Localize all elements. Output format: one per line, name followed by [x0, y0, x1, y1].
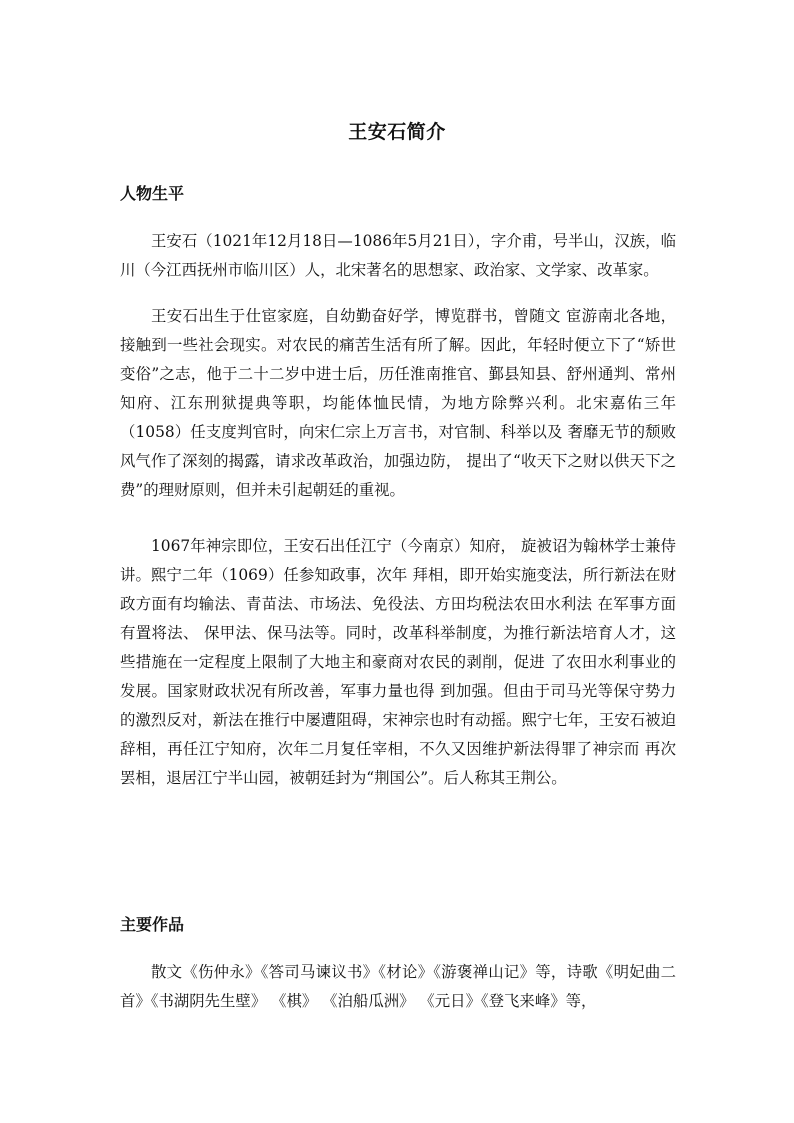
- biography-paragraph-1: 王安石（1021年12月18日—1086年5月21日），字介甫，号半山，汉族，临川（今江西抚州市临川区）人，北宋著名的思想家、政治家、文学家、改革家。: [120, 232, 676, 279]
- works-paragraph-1: 散文《伤仲永》《答司马谏议书》《材论》《游褒禅山记》等，诗歌《明妃曲二首》《书湖阴先生壁》 《棋》 《泊船瓜洲》 《元日》《登飞来峰》等，: [120, 963, 676, 1010]
- section-heading-biography: 人物生平: [120, 184, 185, 203]
- biography-paragraph-3: 1067年神宗即位，王安石出任江宁（今南京）知府， 旋被诏为翰林学士兼侍讲。熙宁二年（1069）任参知政事，次年 拜相，即开始实施变法，所行新法在财政方面有均输法、青苗法、市场法、免役法、方田均税法农田水利法 在军事方面有置将法、 保甲法、保马法等。同时，改革科举制度，为推行新法培育人才，这些措施在一定程度上限制了大地主和豪商对农民的剥削，促进 了农田水利事业的发展。国家财政状况有所改善，军事力量也得 到加强。但由于司马光等保守势力的激烈反对，新法在推行中屡遭阻碍，宋神宗也时有动摇。熙宁七年，王安石被迫辞相，再任江宁知府，次年二月复任宰相，不久又因维护新法得罪了神宗而 再次罢相，退居江宁半山园，被朝廷封为“荆国公”。后人称其王荆公。: [120, 537, 676, 787]
- document-title: 王安石简介: [348, 121, 446, 143]
- biography-paragraph-2: 王安石出生于仕宦家庭，自幼勤奋好学，博览群书，曾随文 宦游南北各地，接触到一些社会现实。对农民的痛苦生活有所了解。因此，年轻时便立下了“矫世变俗”之志，他于二十二岁中进士后，历任淮南推官、鄞县知县、舒州通判、常州知府、江东刑狱提典等职，均能体恤民情，为地方除弊兴利。北宋嘉佑三年（1058）任支度判官时，向宋仁宗上万言书，对官制、科举以及 奢靡无节的颓败风气作了深刻的揭露，请求改革政治，加强边防， 提出了“收天下之财以供天下之费”的理财原则，但并未引起朝廷的重视。: [120, 307, 676, 499]
- section-heading-works: 主要作品: [120, 915, 185, 934]
